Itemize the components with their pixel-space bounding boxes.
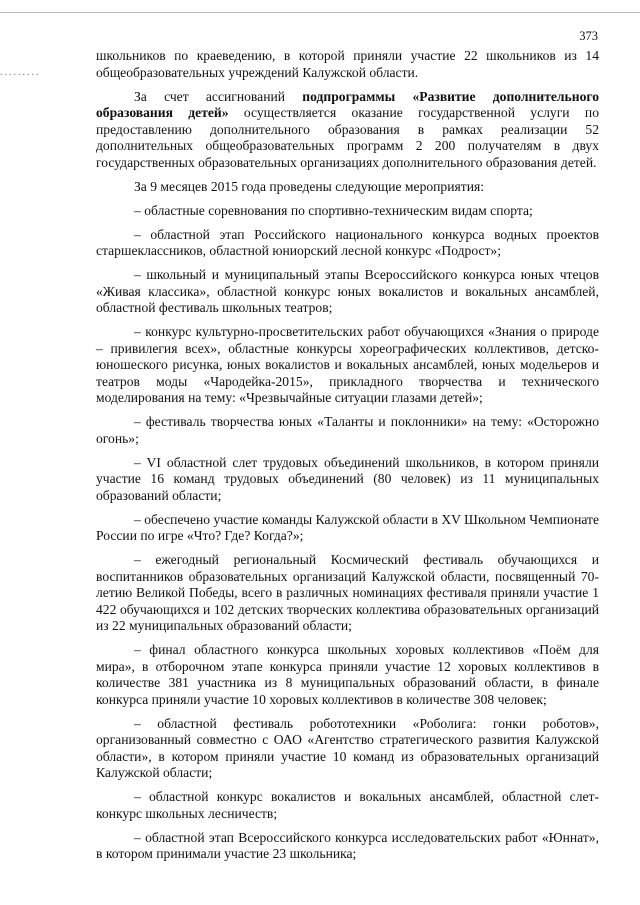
page-number: 373: [579, 29, 598, 43]
list-item: – областной этап Российского национального конкурса водных проектов старшеклассников, областной юниорский лесной конкурс «Подрост»;: [96, 226, 599, 258]
margin-marks: .........: [0, 67, 41, 78]
subprogram-title: подпрограммы «Развитие дополнительного образования детей»: [96, 88, 599, 120]
list-item: – областные соревнования по спортивно-техническим видам спорта;: [134, 202, 533, 218]
paragraph-continuation: школьников по краеведению, в которой приняли участие 22 школьников из 14 общеобразовательных учреждений Калужской области.: [96, 48, 599, 80]
list-item: – областной этап Всероссийского конкурса исследовательских работ «Юннат», в котором принимали участие 23 школьника;: [96, 829, 599, 861]
paragraph-lead: За счет ассигнований: [134, 88, 303, 104]
scan-edge-line: [0, 12, 640, 13]
list-item: – областной фестиваль робототехники «Роболига: гонки роботов», организованный совместно с ОАО «Агентство стратегического развития Калужской области», в котором приняли участие 10 команд из образовательных организаций Калужской области;: [96, 715, 599, 780]
list-item: – школьный и муниципальный этапы Всероссийского конкурса юных чтецов «Живая классика», областной конкурс юных вокалистов и вокальных ансамблей, областной фестиваль школьных театров;: [96, 267, 599, 315]
list-item: – ежегодный региональный Космический фестиваль обучающихся и воспитанников образовательных организаций Калужской области, посвященный 70-летию Великой Победы, всего в различных номинациях фестиваля приняли участие 1 422 обучающихся и 102 детских творческих коллектива образовательных организаций из 22 муниципальных образований области;: [96, 552, 599, 633]
list-item: – финал областного конкурса школьных хоровых коллективов «Поём для мира», в отборочном этапе конкурса приняли участие 12 хоровых коллективов в количестве 381 участника из 8 муниципальных образований области, в финале конкурса приняли участие 10 хоровых коллективов в количестве 308 человек;: [96, 642, 599, 707]
paragraph-rest: осуществляется оказание государственной услуги по предоставлению дополнительного образования в рамках реализации 52 дополнительных общеобразовательных программ 2 200 получателям в двух государственных образовательных организациях дополнительного образования детей.: [96, 105, 599, 170]
list-item: – обеспечено участие команды Калужской области в XV Школьном Чемпионате России по игре «Что? Где? Когда?»;: [96, 511, 599, 543]
document-body: [96, 48, 599, 863]
list-item: – фестиваль творчества юных «Таланты и поклонники» на тему: «Осторожно огонь»;: [96, 414, 599, 446]
paragraph-subprogram: [96, 89, 599, 172]
list-item: – конкурс культурно-просветительских работ обучающихся «Знания о природе – привилегия всех», областные конкурсы хореографических коллективов, детско-юношеского рисунка, юных вокалистов и вокальных ансамблей, юных модельеров и театров моды «Чародейка-2015», прикладного творчества и технического моделирования на тему: «Чрезвычайные ситуации глазами детей»;: [96, 324, 599, 405]
list-item: – VI областной слет трудовых объединений школьников, в котором приняли участие 16 команд трудовых объединений (80 человек) из 11 муниципальных образований области;: [96, 454, 599, 503]
list-item: – областной конкурс вокалистов и вокальных ансамблей, областной слет-конкурс школьных лесничеств;: [96, 789, 599, 821]
paragraph-intro: За 9 месяцев 2015 года проведены следующие мероприятия:: [134, 178, 485, 194]
